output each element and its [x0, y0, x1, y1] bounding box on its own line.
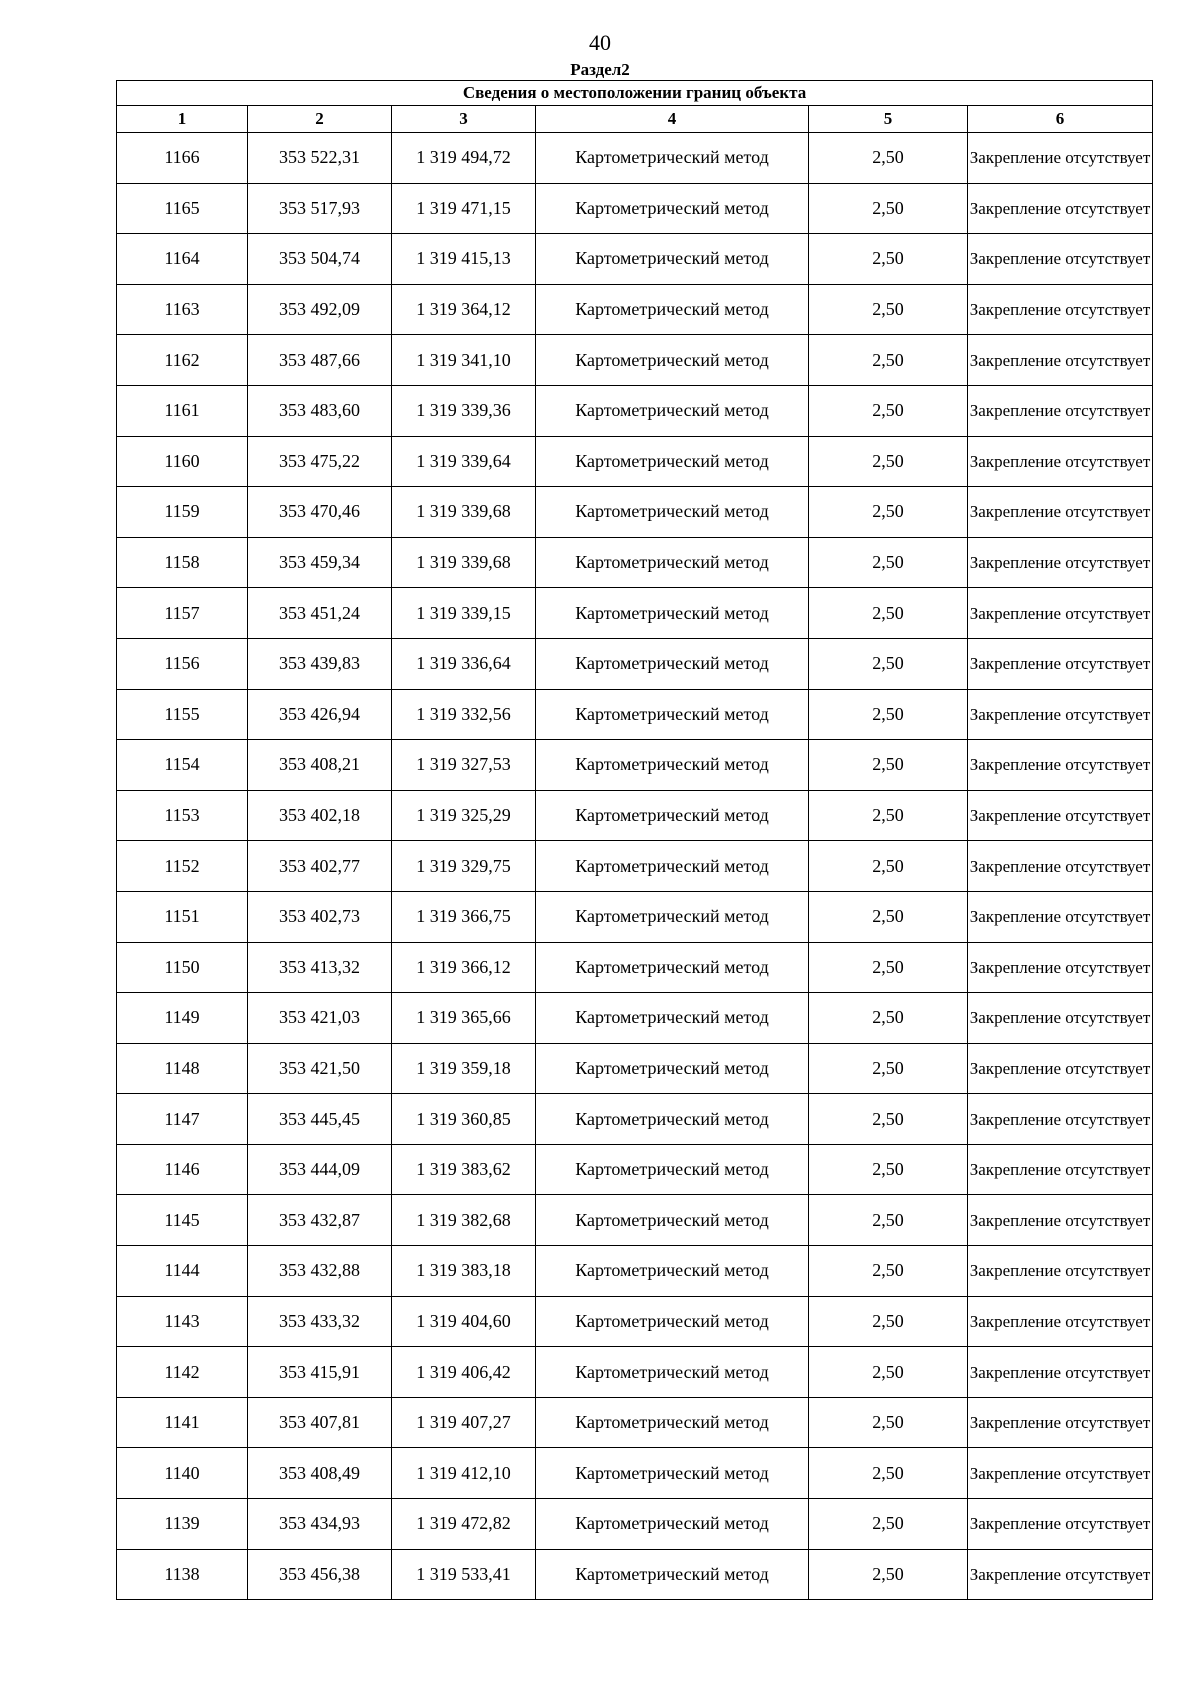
y-coordinate-cell: 1 319 471,15	[392, 183, 536, 234]
marking-cell: Закрепление отсутствует	[968, 689, 1153, 740]
marking-cell: Закрепление отсутствует	[968, 588, 1153, 639]
accuracy-cell: 2,50	[809, 284, 968, 335]
marking-cell: Закрепление отсутствует	[968, 234, 1153, 285]
accuracy-cell: 2,50	[809, 537, 968, 588]
y-coordinate-cell: 1 319 412,10	[392, 1448, 536, 1499]
point-number-cell: 1152	[117, 841, 248, 892]
accuracy-cell: 2,50	[809, 588, 968, 639]
accuracy-cell: 2,50	[809, 1296, 968, 1347]
marking-cell: Закрепление отсутствует	[968, 183, 1153, 234]
table-row	[117, 1195, 1153, 1246]
table-row	[117, 1499, 1153, 1550]
table-row	[117, 638, 1153, 689]
method-cell: Картометрический метод	[536, 1195, 809, 1246]
point-number-cell: 1165	[117, 183, 248, 234]
method-cell: Картометрический метод	[536, 689, 809, 740]
accuracy-cell: 2,50	[809, 942, 968, 993]
x-coordinate-cell: 353 434,93	[248, 1499, 392, 1550]
method-cell: Картометрический метод	[536, 1043, 809, 1094]
x-coordinate-cell: 353 413,32	[248, 942, 392, 993]
marking-cell: Закрепление отсутствует	[968, 790, 1153, 841]
y-coordinate-cell: 1 319 383,62	[392, 1144, 536, 1195]
x-coordinate-cell: 353 470,46	[248, 487, 392, 538]
point-number-cell: 1158	[117, 537, 248, 588]
table-row	[117, 790, 1153, 841]
accuracy-cell: 2,50	[809, 1195, 968, 1246]
y-coordinate-cell: 1 319 339,68	[392, 487, 536, 538]
y-coordinate-cell: 1 319 415,13	[392, 234, 536, 285]
accuracy-cell: 2,50	[809, 1246, 968, 1297]
y-coordinate-cell: 1 319 359,18	[392, 1043, 536, 1094]
point-number-cell: 1164	[117, 234, 248, 285]
marking-cell: Закрепление отсутствует	[968, 1144, 1153, 1195]
x-coordinate-cell: 353 408,21	[248, 740, 392, 791]
table-row	[117, 487, 1153, 538]
accuracy-cell: 2,50	[809, 993, 968, 1044]
x-coordinate-cell: 353 487,66	[248, 335, 392, 386]
table-row	[117, 234, 1153, 285]
method-cell: Картометрический метод	[536, 891, 809, 942]
x-coordinate-cell: 353 415,91	[248, 1347, 392, 1398]
y-coordinate-cell: 1 319 336,64	[392, 638, 536, 689]
accuracy-cell: 2,50	[809, 1397, 968, 1448]
point-number-cell: 1149	[117, 993, 248, 1044]
point-number-cell: 1162	[117, 335, 248, 386]
table-row	[117, 436, 1153, 487]
table-row	[117, 689, 1153, 740]
x-coordinate-cell: 353 445,45	[248, 1094, 392, 1145]
table-row	[117, 1144, 1153, 1195]
point-number-cell: 1139	[117, 1499, 248, 1550]
point-number-cell: 1150	[117, 942, 248, 993]
point-number-cell: 1157	[117, 588, 248, 639]
table-row	[117, 537, 1153, 588]
y-coordinate-cell: 1 319 382,68	[392, 1195, 536, 1246]
point-number-cell: 1154	[117, 740, 248, 791]
method-cell: Картометрический метод	[536, 1296, 809, 1347]
table-row	[117, 588, 1153, 639]
marking-cell: Закрепление отсутствует	[968, 436, 1153, 487]
marking-cell: Закрепление отсутствует	[968, 537, 1153, 588]
table-row	[117, 1448, 1153, 1499]
point-number-cell: 1138	[117, 1549, 248, 1600]
y-coordinate-cell: 1 319 472,82	[392, 1499, 536, 1550]
table-row	[117, 133, 1153, 184]
x-coordinate-cell: 353 407,81	[248, 1397, 392, 1448]
marking-cell: Закрепление отсутствует	[968, 638, 1153, 689]
y-coordinate-cell: 1 319 494,72	[392, 133, 536, 184]
marking-cell: Закрепление отсутствует	[968, 1043, 1153, 1094]
y-coordinate-cell: 1 319 406,42	[392, 1347, 536, 1398]
point-number-cell: 1146	[117, 1144, 248, 1195]
table-row	[117, 1347, 1153, 1398]
marking-cell: Закрепление отсутствует	[968, 133, 1153, 184]
accuracy-cell: 2,50	[809, 436, 968, 487]
table-row	[117, 284, 1153, 335]
x-coordinate-cell: 353 426,94	[248, 689, 392, 740]
accuracy-cell: 2,50	[809, 1347, 968, 1398]
point-number-cell: 1153	[117, 790, 248, 841]
point-number-cell: 1145	[117, 1195, 248, 1246]
x-coordinate-cell: 353 402,73	[248, 891, 392, 942]
table-row	[117, 1549, 1153, 1600]
column-header: 6	[968, 106, 1153, 133]
marking-cell: Закрепление отсутствует	[968, 385, 1153, 436]
point-number-cell: 1159	[117, 487, 248, 538]
point-number-cell: 1143	[117, 1296, 248, 1347]
point-number-cell: 1140	[117, 1448, 248, 1499]
method-cell: Картометрический метод	[536, 537, 809, 588]
y-coordinate-cell: 1 319 339,68	[392, 537, 536, 588]
x-coordinate-cell: 353 483,60	[248, 385, 392, 436]
table-row	[117, 1043, 1153, 1094]
y-coordinate-cell: 1 319 339,64	[392, 436, 536, 487]
accuracy-cell: 2,50	[809, 1144, 968, 1195]
method-cell: Картометрический метод	[536, 790, 809, 841]
marking-cell: Закрепление отсутствует	[968, 1094, 1153, 1145]
marking-cell: Закрепление отсутствует	[968, 993, 1153, 1044]
point-number-cell: 1155	[117, 689, 248, 740]
y-coordinate-cell: 1 319 364,12	[392, 284, 536, 335]
method-cell: Картометрический метод	[536, 1397, 809, 1448]
x-coordinate-cell: 353 421,50	[248, 1043, 392, 1094]
y-coordinate-cell: 1 319 325,29	[392, 790, 536, 841]
x-coordinate-cell: 353 492,09	[248, 284, 392, 335]
accuracy-cell: 2,50	[809, 1094, 968, 1145]
y-coordinate-cell: 1 319 365,66	[392, 993, 536, 1044]
y-coordinate-cell: 1 319 404,60	[392, 1296, 536, 1347]
marking-cell: Закрепление отсутствует	[968, 284, 1153, 335]
point-number-cell: 1142	[117, 1347, 248, 1398]
table-row	[117, 1246, 1153, 1297]
accuracy-cell: 2,50	[809, 638, 968, 689]
accuracy-cell: 2,50	[809, 133, 968, 184]
y-coordinate-cell: 1 319 366,75	[392, 891, 536, 942]
accuracy-cell: 2,50	[809, 891, 968, 942]
table-row	[117, 385, 1153, 436]
marking-cell: Закрепление отсутствует	[968, 1499, 1153, 1550]
x-coordinate-cell: 353 402,77	[248, 841, 392, 892]
marking-cell: Закрепление отсутствует	[968, 487, 1153, 538]
x-coordinate-cell: 353 433,32	[248, 1296, 392, 1347]
method-cell: Картометрический метод	[536, 841, 809, 892]
method-cell: Картометрический метод	[536, 1347, 809, 1398]
x-coordinate-cell: 353 475,22	[248, 436, 392, 487]
table-row	[117, 1296, 1153, 1347]
method-cell: Картометрический метод	[536, 942, 809, 993]
table-row	[117, 891, 1153, 942]
marking-cell: Закрепление отсутствует	[968, 1195, 1153, 1246]
method-cell: Картометрический метод	[536, 1094, 809, 1145]
y-coordinate-cell: 1 319 407,27	[392, 1397, 536, 1448]
y-coordinate-cell: 1 319 339,36	[392, 385, 536, 436]
point-number-cell: 1148	[117, 1043, 248, 1094]
method-cell: Картометрический метод	[536, 740, 809, 791]
accuracy-cell: 2,50	[809, 234, 968, 285]
column-header: 2	[248, 106, 392, 133]
marking-cell: Закрепление отсутствует	[968, 335, 1153, 386]
marking-cell: Закрепление отсутствует	[968, 841, 1153, 892]
marking-cell: Закрепление отсутствует	[968, 1549, 1153, 1600]
accuracy-cell: 2,50	[809, 183, 968, 234]
accuracy-cell: 2,50	[809, 487, 968, 538]
marking-cell: Закрепление отсутствует	[968, 891, 1153, 942]
point-number-cell: 1144	[117, 1246, 248, 1297]
method-cell: Картометрический метод	[536, 638, 809, 689]
point-number-cell: 1151	[117, 891, 248, 942]
method-cell: Картометрический метод	[536, 1549, 809, 1600]
y-coordinate-cell: 1 319 383,18	[392, 1246, 536, 1297]
method-cell: Картометрический метод	[536, 993, 809, 1044]
table-body	[117, 133, 1153, 1600]
table-header-row	[117, 106, 1153, 133]
point-number-cell: 1147	[117, 1094, 248, 1145]
y-coordinate-cell: 1 319 360,85	[392, 1094, 536, 1145]
table-row	[117, 335, 1153, 386]
marking-cell: Закрепление отсутствует	[968, 740, 1153, 791]
accuracy-cell: 2,50	[809, 1499, 968, 1550]
method-cell: Картометрический метод	[536, 133, 809, 184]
x-coordinate-cell: 353 432,87	[248, 1195, 392, 1246]
x-coordinate-cell: 353 439,83	[248, 638, 392, 689]
y-coordinate-cell: 1 319 327,53	[392, 740, 536, 791]
y-coordinate-cell: 1 319 341,10	[392, 335, 536, 386]
column-header: 4	[536, 106, 809, 133]
table-row	[117, 740, 1153, 791]
y-coordinate-cell: 1 319 533,41	[392, 1549, 536, 1600]
x-coordinate-cell: 353 456,38	[248, 1549, 392, 1600]
x-coordinate-cell: 353 444,09	[248, 1144, 392, 1195]
point-number-cell: 1141	[117, 1397, 248, 1448]
table-row	[117, 183, 1153, 234]
table-row	[117, 1094, 1153, 1145]
point-number-cell: 1160	[117, 436, 248, 487]
marking-cell: Закрепление отсутствует	[968, 1448, 1153, 1499]
point-number-cell: 1163	[117, 284, 248, 335]
x-coordinate-cell: 353 408,49	[248, 1448, 392, 1499]
accuracy-cell: 2,50	[809, 689, 968, 740]
method-cell: Картометрический метод	[536, 588, 809, 639]
accuracy-cell: 2,50	[809, 740, 968, 791]
accuracy-cell: 2,50	[809, 1448, 968, 1499]
marking-cell: Закрепление отсутствует	[968, 1397, 1153, 1448]
table-caption: Сведения о местоположении границ объекта	[117, 81, 1153, 106]
x-coordinate-cell: 353 421,03	[248, 993, 392, 1044]
accuracy-cell: 2,50	[809, 841, 968, 892]
x-coordinate-cell: 353 504,74	[248, 234, 392, 285]
accuracy-cell: 2,50	[809, 385, 968, 436]
marking-cell: Закрепление отсутствует	[968, 1246, 1153, 1297]
marking-cell: Закрепление отсутствует	[968, 942, 1153, 993]
method-cell: Картометрический метод	[536, 335, 809, 386]
method-cell: Картометрический метод	[536, 1499, 809, 1550]
method-cell: Картометрический метод	[536, 183, 809, 234]
method-cell: Картометрический метод	[536, 1246, 809, 1297]
method-cell: Картометрический метод	[536, 436, 809, 487]
method-cell: Картометрический метод	[536, 385, 809, 436]
x-coordinate-cell: 353 432,88	[248, 1246, 392, 1297]
method-cell: Картометрический метод	[536, 487, 809, 538]
accuracy-cell: 2,50	[809, 335, 968, 386]
column-header: 5	[809, 106, 968, 133]
column-header: 3	[392, 106, 536, 133]
method-cell: Картометрический метод	[536, 234, 809, 285]
accuracy-cell: 2,50	[809, 1043, 968, 1094]
method-cell: Картометрический метод	[536, 1144, 809, 1195]
point-number-cell: 1161	[117, 385, 248, 436]
table-row	[117, 993, 1153, 1044]
method-cell: Картометрический метод	[536, 284, 809, 335]
marking-cell: Закрепление отсутствует	[968, 1296, 1153, 1347]
point-number-cell: 1156	[117, 638, 248, 689]
y-coordinate-cell: 1 319 329,75	[392, 841, 536, 892]
point-number-cell: 1166	[117, 133, 248, 184]
x-coordinate-cell: 353 517,93	[248, 183, 392, 234]
table-row	[117, 942, 1153, 993]
page-number: 40	[589, 30, 611, 55]
section-title: Раздел2	[570, 60, 630, 79]
x-coordinate-cell: 353 459,34	[248, 537, 392, 588]
marking-cell: Закрепление отсутствует	[968, 1347, 1153, 1398]
x-coordinate-cell: 353 402,18	[248, 790, 392, 841]
column-header: 1	[117, 106, 248, 133]
table-row	[117, 1397, 1153, 1448]
y-coordinate-cell: 1 319 339,15	[392, 588, 536, 639]
y-coordinate-cell: 1 319 366,12	[392, 942, 536, 993]
y-coordinate-cell: 1 319 332,56	[392, 689, 536, 740]
x-coordinate-cell: 353 451,24	[248, 588, 392, 639]
accuracy-cell: 2,50	[809, 790, 968, 841]
boundary-coordinates-table	[116, 80, 1153, 1600]
table-row	[117, 841, 1153, 892]
x-coordinate-cell: 353 522,31	[248, 133, 392, 184]
accuracy-cell: 2,50	[809, 1549, 968, 1600]
method-cell: Картометрический метод	[536, 1448, 809, 1499]
